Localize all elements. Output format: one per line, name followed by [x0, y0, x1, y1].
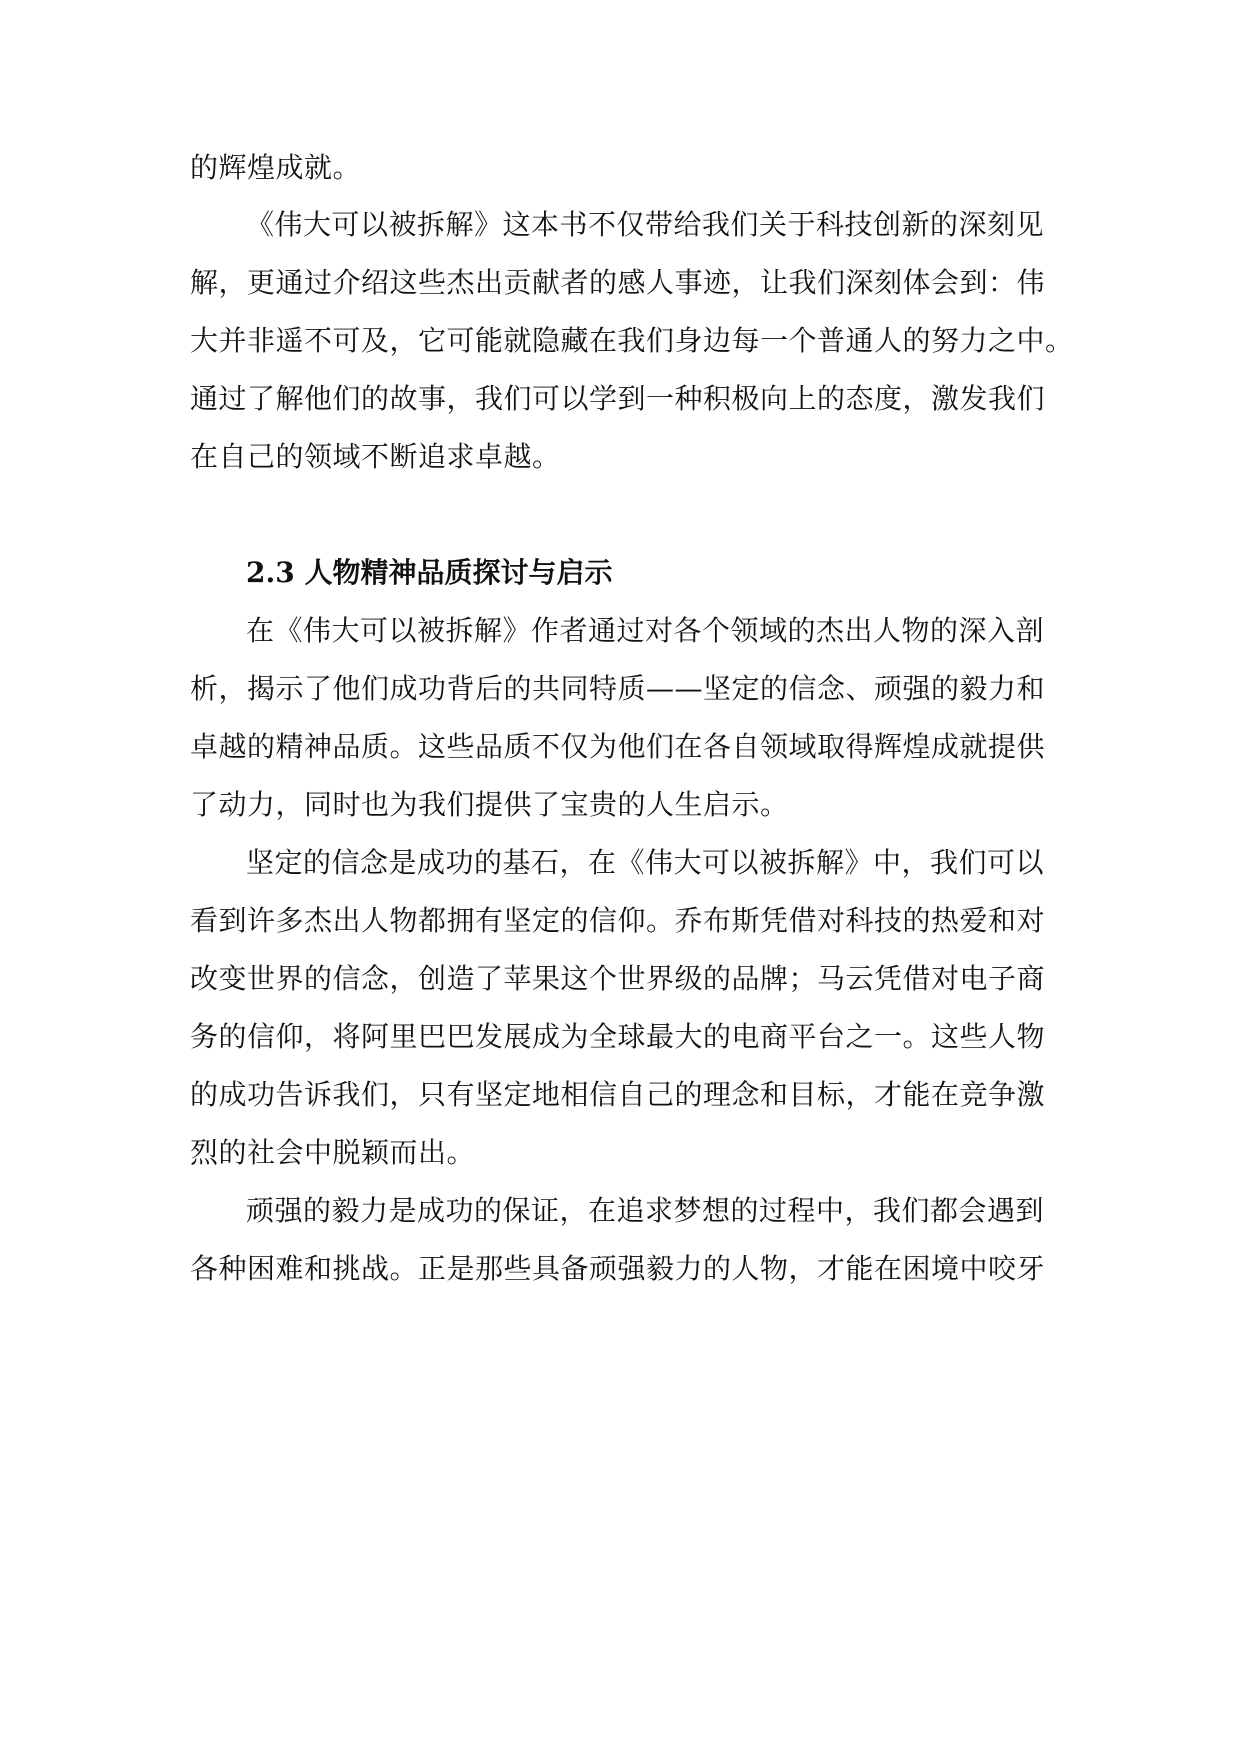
paragraph-line: 通过了解他们的故事，我们可以学到一种积极向上的态度，激发我们	[190, 382, 1046, 415]
paragraph-line: 大并非遥不可及，它可能就隐藏在我们身边每一个普通人的努力之中。	[190, 324, 1074, 357]
paragraph-line: 务的信仰，将阿里巴巴发展成为全球最大的电商平台之一。这些人物	[190, 1020, 1046, 1053]
paragraph-line: 顽强的毅力是成功的保证，在追求梦想的过程中，我们都会遇到	[246, 1194, 1045, 1227]
paragraph-line: 烈的社会中脱颖而出。	[190, 1136, 476, 1169]
paragraph-line: 《伟大可以被拆解》这本书不仅带给我们关于科技创新的深刻见	[246, 208, 1045, 241]
paragraph-line: 看到许多杰出人物都拥有坚定的信仰。乔布斯凭借对科技的热爱和对	[190, 904, 1046, 937]
paragraph-line: 改变世界的信念，创造了苹果这个世界级的品牌；马云凭借对电子商	[190, 962, 1046, 995]
paragraph-line: 在自己的领域不断追求卓越。	[190, 440, 561, 473]
paragraph-line: 了动力，同时也为我们提供了宝贵的人生启示。	[190, 788, 789, 821]
paragraph-line: 在《伟大可以被拆解》作者通过对各个领域的杰出人物的深入剖	[246, 614, 1045, 647]
paragraph-line: 各种困难和挑战。正是那些具备顽强毅力的人物，才能在困境中咬牙	[190, 1252, 1046, 1285]
paragraph-line: 解，更通过介绍这些杰出贡献者的感人事迹，让我们深刻体会到：伟	[190, 266, 1046, 299]
paragraph-line: 的辉煌成就。	[190, 151, 362, 184]
paragraph-line: 坚定的信念是成功的基石，在《伟大可以被拆解》中，我们可以	[246, 846, 1045, 879]
paragraph-line: 析，揭示了他们成功背后的共同特质——坚定的信念、顽强的毅力和	[190, 672, 1046, 705]
paragraph-line: 的成功告诉我们，只有坚定地相信自己的理念和目标，才能在竞争激	[190, 1078, 1046, 1111]
section-heading: 2.3 人物精神品质探讨与启示	[246, 556, 613, 589]
paragraph-line: 卓越的精神品质。这些品质不仅为他们在各自领域取得辉煌成就提供	[190, 730, 1046, 763]
